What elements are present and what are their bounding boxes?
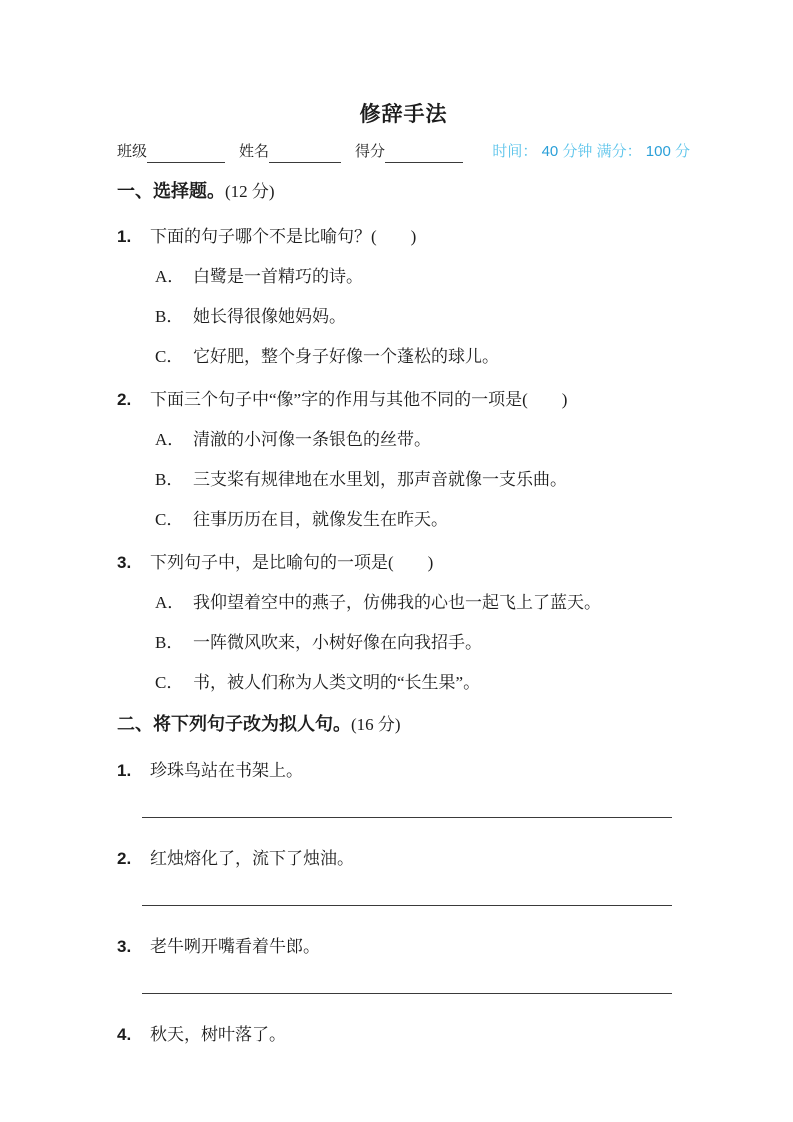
option-text: 白鹭是一首精巧的诗。: [193, 267, 363, 286]
section-2-heading: [117, 709, 690, 740]
page-title: 修辞手法: [359, 103, 448, 126]
question-3-number: 3.: [117, 553, 132, 572]
name-label: 姓名: [239, 144, 270, 160]
name-blank: [269, 146, 341, 163]
item-2-number: 2.: [117, 849, 132, 868]
option-text: 一阵微风吹来，小树好像在向我招手。: [193, 633, 482, 652]
question-2-text: 下面三个句子中“像”字的作用与其他不同的一项是( ): [150, 390, 568, 409]
option-letter: B．: [155, 307, 184, 326]
item-2-text: 红烛熔化了，流下了烛油。: [150, 849, 354, 868]
full-score-value: 100: [645, 143, 671, 160]
option-text: 她长得很像她妈妈。: [193, 307, 346, 326]
option-letter: A．: [155, 430, 185, 449]
time-label: 时间：: [492, 143, 538, 160]
option-text: 三支桨有规律地在水里划，那声音就像一支乐曲。: [193, 470, 567, 489]
option-letter: A．: [155, 267, 185, 286]
class-field: [117, 141, 225, 163]
question-3-option-c: [155, 670, 690, 696]
option-letter: C．: [155, 510, 184, 529]
time-unit: 分钟: [562, 143, 597, 160]
worksheet-content: [117, 0, 690, 1048]
question-1-text: 下面的句子哪个不是比喻句？( ): [150, 227, 417, 246]
score-label: 得分: [355, 144, 386, 160]
question-3-option-b: [155, 630, 690, 656]
full-score-unit: 分: [674, 143, 690, 160]
answer-line-2: [142, 905, 672, 906]
rewrite-item-4: [117, 1022, 690, 1048]
score-blank: [385, 146, 463, 163]
option-letter: A．: [155, 593, 185, 612]
class-label: 班级: [117, 144, 148, 160]
option-letter: B．: [155, 470, 184, 489]
exam-info: [492, 141, 690, 163]
question-1-number: 1.: [117, 227, 132, 246]
section-2-points: (16 分): [351, 715, 401, 734]
option-letter: C．: [155, 673, 184, 692]
question-1-option-b: [155, 304, 690, 330]
question-2-option-c: [155, 507, 690, 533]
question-2: [117, 387, 690, 413]
rewrite-item-1: [117, 758, 690, 784]
answer-line-3: [142, 993, 672, 994]
question-1-option-c: [155, 344, 690, 370]
item-1-text: 珍珠鸟站在书架上。: [150, 761, 303, 780]
option-letter: B．: [155, 633, 184, 652]
score-field: [355, 141, 463, 163]
question-3-option-a: [155, 590, 690, 616]
name-field: [239, 141, 341, 163]
section-1-points: (12 分): [225, 182, 275, 201]
time-value: 40: [541, 143, 559, 160]
answer-line-1: [142, 817, 672, 818]
section-2-title: 二、将下列句子改为拟人句。: [117, 714, 351, 734]
header-row: [117, 141, 690, 163]
question-1: [117, 224, 690, 250]
option-text: 清澈的小河像一条银色的丝带。: [193, 430, 431, 449]
item-4-text: 秋天，树叶落了。: [150, 1025, 286, 1044]
option-text: 往事历历在目，就像发生在昨天。: [193, 510, 448, 529]
option-text: 书，被人们称为人类文明的“长生果”。: [193, 673, 481, 692]
option-text: 我仰望着空中的燕子，仿佛我的心也一起飞上了蓝天。: [193, 593, 601, 612]
rewrite-item-2: [117, 846, 690, 872]
option-text: 它好肥，整个身子好像一个蓬松的球儿。: [193, 347, 499, 366]
item-3-text: 老牛咧开嘴看着牛郎。: [150, 937, 320, 956]
question-2-option-a: [155, 427, 690, 453]
option-letter: C．: [155, 347, 184, 366]
question-1-option-a: [155, 264, 690, 290]
question-3: [117, 550, 690, 576]
class-blank: [147, 146, 225, 163]
section-1-heading: [117, 176, 690, 207]
item-4-number: 4.: [117, 1025, 132, 1044]
rewrite-item-3: [117, 934, 690, 960]
item-1-number: 1.: [117, 761, 132, 780]
full-score-label: 满分：: [596, 143, 642, 160]
question-3-text: 下列句子中，是比喻句的一项是( ): [150, 553, 434, 572]
question-2-option-b: [155, 467, 690, 493]
section-1-title: 一、选择题。: [117, 181, 225, 201]
item-3-number: 3.: [117, 937, 132, 956]
question-2-number: 2.: [117, 390, 132, 409]
